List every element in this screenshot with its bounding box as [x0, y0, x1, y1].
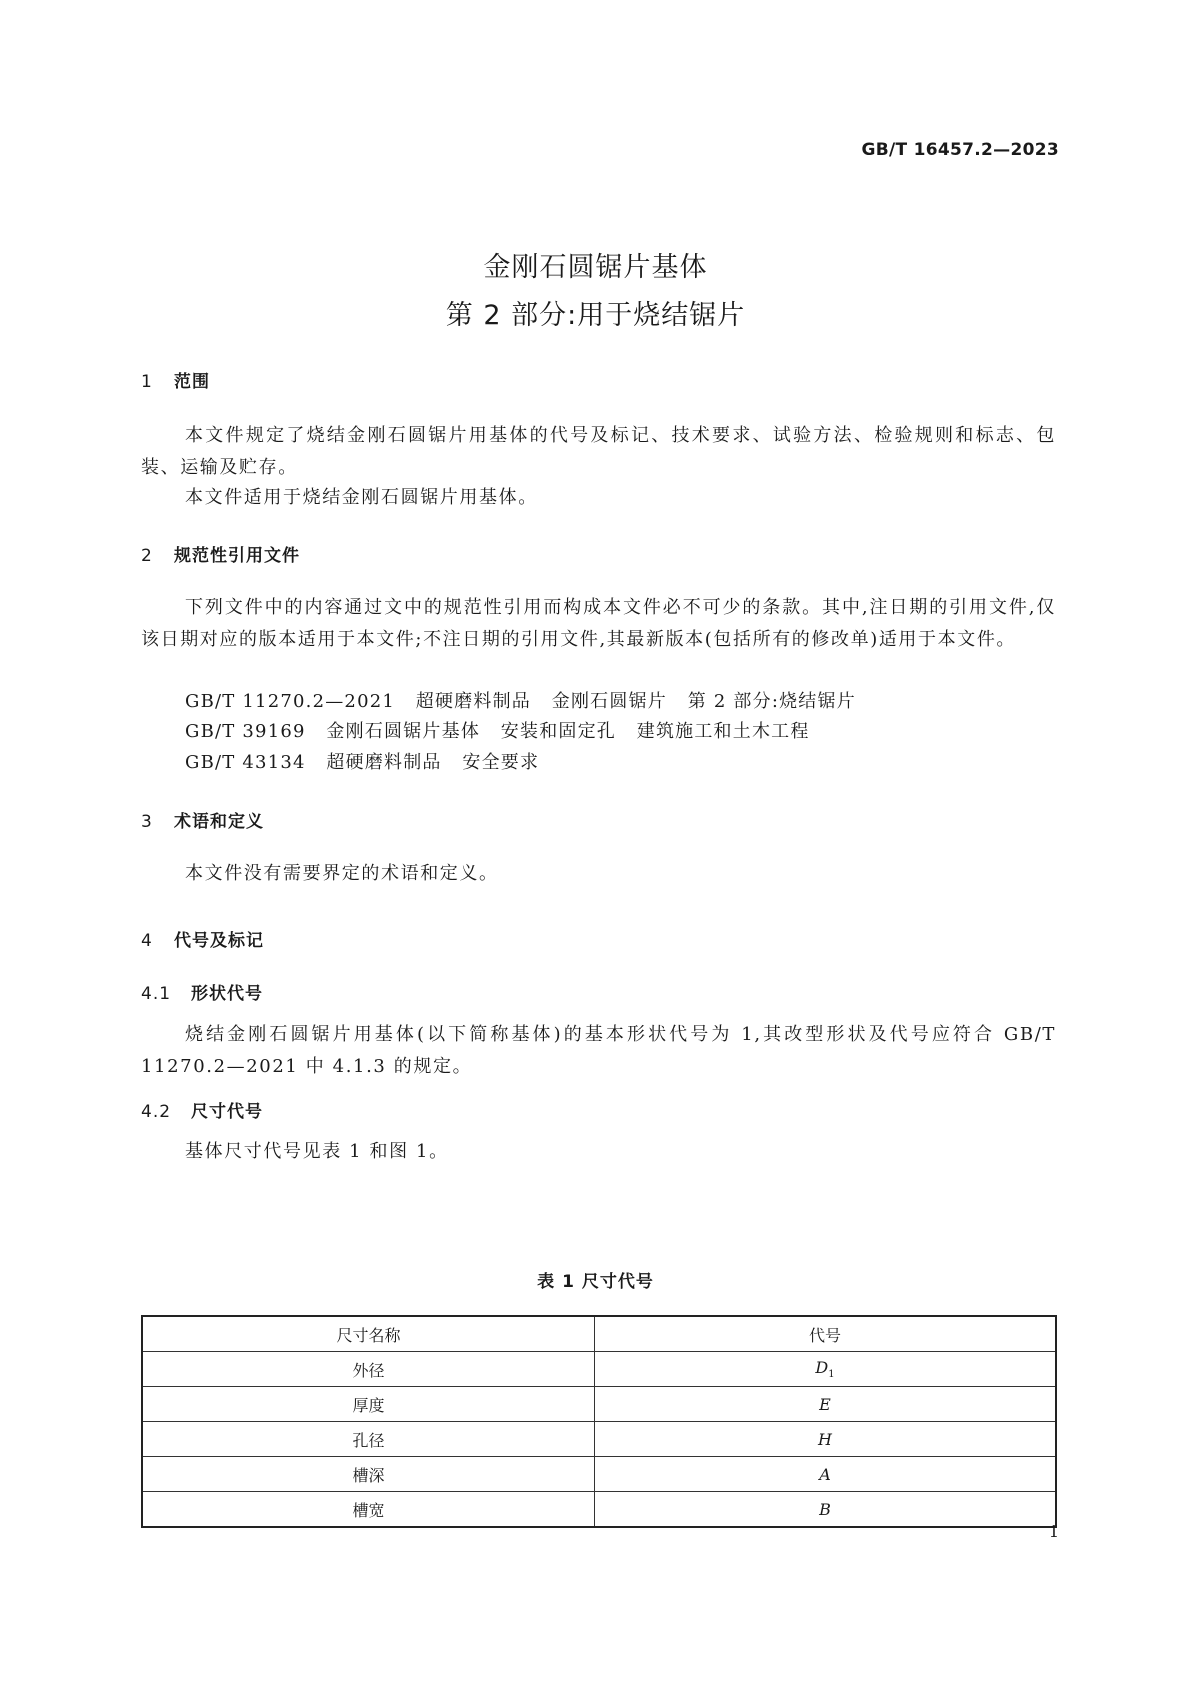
dimension-name: 槽深	[142, 1457, 595, 1492]
dimension-name: 厚度	[142, 1387, 595, 1422]
subsection-heading-dimension-code	[141, 1097, 263, 1122]
paragraph: 本文件没有需要界定的术语和定义。	[185, 863, 499, 884]
dimension-code	[595, 1422, 1057, 1457]
dimension-code	[595, 1387, 1057, 1422]
table-caption: 表 1 尺寸代号	[537, 1272, 654, 1292]
section-title: 术语和定义	[174, 812, 264, 832]
section-title: 形状代号	[191, 984, 263, 1004]
dimension-code	[595, 1352, 1057, 1387]
dimension-code	[595, 1457, 1057, 1492]
section-title: 尺寸代号	[191, 1102, 263, 1122]
section-number: 4	[141, 931, 153, 951]
section-number: 1	[141, 372, 153, 392]
code-letter: E	[819, 1394, 831, 1414]
paragraph: 烧结金刚石圆锯片用基体(以下简称基体)的基本形状代号为 1,其改型形状及代号应符合 GB/T 11270.2—2021 中 4.1.3 的规定。	[141, 1024, 1056, 1077]
dimension-name: 槽宽	[142, 1492, 595, 1528]
reference-item: GB/T 11270.2—2021 超硬磨料制品 金刚石圆锯片 第 2 部分:烧结锯片	[185, 691, 856, 712]
code-letter: A	[819, 1464, 831, 1484]
code-letter: H	[818, 1429, 832, 1449]
column-header: 代号	[595, 1316, 1057, 1352]
paragraph: 本文件适用于烧结金刚石圆锯片用基体。	[185, 487, 538, 508]
section-title: 范围	[174, 372, 210, 392]
table-row	[142, 1352, 1056, 1387]
table-row	[142, 1422, 1056, 1457]
dimension-code-table	[141, 1315, 1057, 1528]
dimension-name: 外径	[142, 1352, 595, 1387]
section-title: 代号及标记	[174, 931, 264, 951]
paragraph: 本文件规定了烧结金刚石圆锯片用基体的代号及标记、技术要求、试验方法、检验规则和标志、包装、运输及贮存。	[141, 425, 1056, 478]
section-number: 4.1	[141, 984, 172, 1004]
paragraph: 下列文件中的内容通过文中的规范性引用而构成本文件必不可少的条款。其中,注日期的引用文件,仅该日期对应的版本适用于本文件;不注日期的引用文件,其最新版本(包括所有的修改单)适用于本文件。	[141, 597, 1056, 650]
dimension-code	[595, 1492, 1057, 1528]
reference-item: GB/T 39169 金刚石圆锯片基体 安装和固定孔 建筑施工和土木工程	[185, 721, 810, 742]
page-number: 1	[1048, 1522, 1059, 1541]
table-row	[142, 1387, 1056, 1422]
table-header-row	[142, 1316, 1056, 1352]
standard-code: GB/T 16457.2—2023	[861, 140, 1059, 160]
table-row	[142, 1492, 1056, 1528]
code-letter: D	[815, 1357, 829, 1377]
section-heading-terms	[141, 807, 264, 832]
paragraph: 基体尺寸代号见表 1 和图 1。	[185, 1141, 449, 1162]
document-subtitle: 第 2 部分:用于烧结锯片	[445, 300, 746, 331]
dimension-name: 孔径	[142, 1422, 595, 1457]
document-title: 金刚石圆锯片基体	[483, 252, 708, 283]
reference-item: GB/T 43134 超硬磨料制品 安全要求	[185, 752, 540, 773]
code-subscript: 1	[828, 1369, 835, 1381]
section-heading-normative-references	[141, 541, 300, 566]
subsection-heading-shape-code	[141, 979, 263, 1004]
section-number: 2	[141, 546, 153, 566]
column-header: 尺寸名称	[142, 1316, 595, 1352]
section-heading-scope	[141, 367, 210, 392]
code-letter: B	[819, 1499, 831, 1519]
section-number: 3	[141, 812, 153, 832]
section-title: 规范性引用文件	[174, 546, 300, 566]
table-row	[142, 1457, 1056, 1492]
section-number: 4.2	[141, 1102, 172, 1122]
section-heading-codes-and-marking	[141, 926, 264, 951]
